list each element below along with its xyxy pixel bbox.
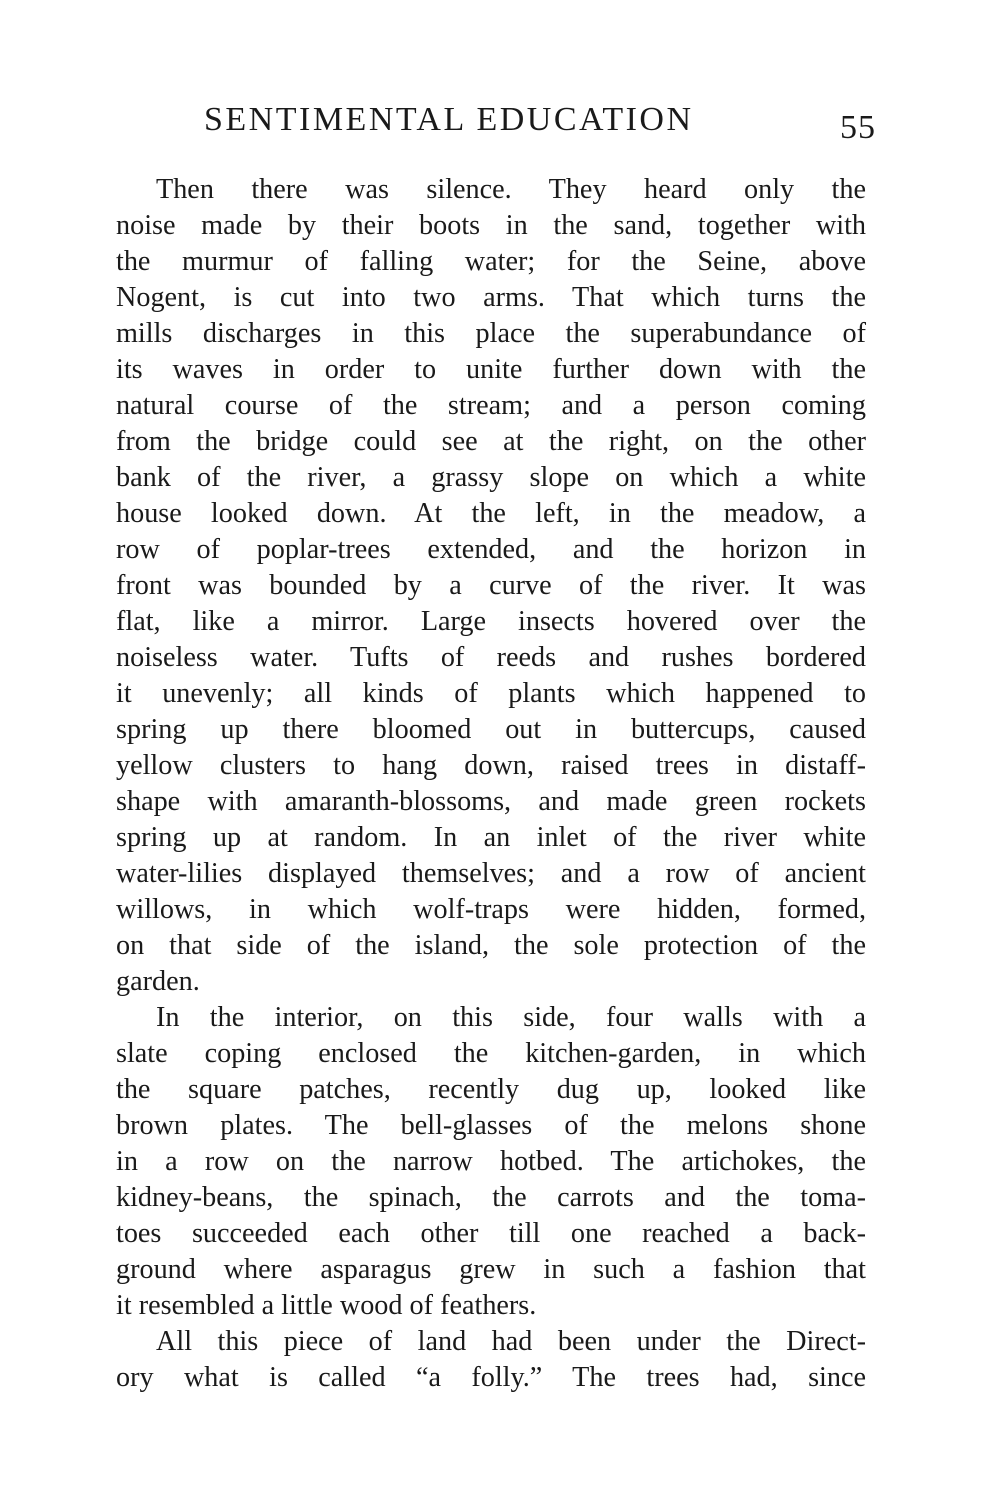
text-line: water-lilies displayed themselves; and a row of ancient [116, 858, 866, 889]
text-line: ory what is called “a folly.” The trees had, since [116, 1362, 866, 1393]
text-line: its waves in order to unite further down with the [116, 354, 866, 385]
page-header [110, 98, 876, 148]
text-line: willows, in which wolf-traps were hidden, formed, [116, 894, 866, 925]
text-line: toes succeeded each other till one reached a back- [116, 1218, 866, 1249]
text-line: ground where asparagus grew in such a fashion that [116, 1254, 866, 1285]
text-line: natural course of the stream; and a person coming [116, 390, 866, 421]
text-line: on that side of the island, the sole protection of the [116, 930, 866, 961]
text-line: it unevenly; all kinds of plants which happened to [116, 678, 866, 709]
text-line: garden. [116, 966, 200, 997]
page-number: 55 [840, 109, 876, 146]
text-line: slate coping enclosed the kitchen-garden, in which [116, 1038, 866, 1069]
text-line: All this piece of land had been under the Direct- [156, 1326, 866, 1357]
text-line: flat, like a mirror. Large insects hovered over the [116, 606, 866, 637]
text-line: shape with amaranth-blossoms, and made green rockets [116, 786, 866, 817]
text-line: noise made by their boots in the sand, together with [116, 210, 866, 241]
text-line: mills discharges in this place the superabundance of [116, 318, 866, 349]
text-line: it resembled a little wood of feathers. [116, 1290, 537, 1321]
text-line: spring up there bloomed out in buttercups, caused [116, 714, 866, 745]
text-line: in a row on the narrow hotbed. The artichokes, the [116, 1146, 866, 1177]
text-line: bank of the river, a grassy slope on which a white [116, 462, 866, 493]
text-line: from the bridge could see at the right, on the other [116, 426, 866, 457]
text-line: row of poplar-trees extended, and the horizon in [116, 534, 866, 565]
text-line: brown plates. The bell-glasses of the melons shone [116, 1110, 866, 1141]
running-title: SENTIMENTAL EDUCATION [204, 101, 694, 138]
text-line: the murmur of falling water; for the Seine, above [116, 246, 866, 277]
text-line: kidney-beans, the spinach, the carrots and the toma- [116, 1182, 866, 1213]
text-line: yellow clusters to hang down, raised trees in distaff- [116, 750, 866, 781]
text-line: Then there was silence. They heard only the [156, 174, 866, 205]
text-line: front was bounded by a curve of the river. It was [116, 570, 866, 601]
text-line: spring up at random. In an inlet of the river white [116, 822, 866, 853]
text-line: house looked down. At the left, in the meadow, a [116, 498, 866, 529]
text-line: noiseless water. Tufts of reeds and rushes bordered [116, 642, 866, 673]
text-line: Nogent, is cut into two arms. That which turns the [116, 282, 866, 313]
text-line: In the interior, on this side, four walls with a [156, 1002, 866, 1033]
body-text [116, 172, 866, 1396]
text-line: the square patches, recently dug up, looked like [116, 1074, 866, 1105]
